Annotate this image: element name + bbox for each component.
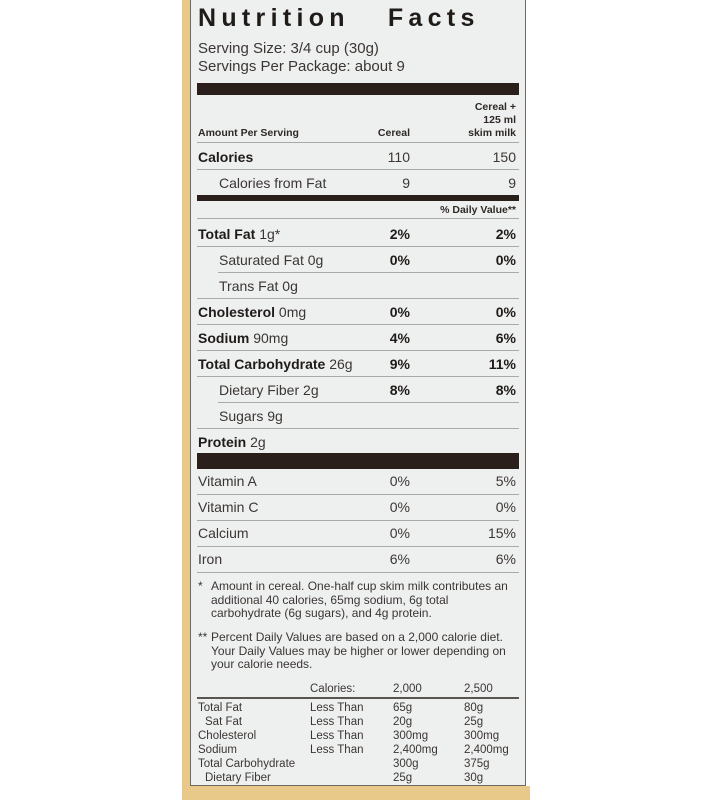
nutrient-amount: 26g bbox=[329, 356, 353, 372]
dv-table-value-2000: 300g bbox=[393, 758, 419, 770]
calories-with-milk: 150 bbox=[492, 149, 516, 165]
vitamin-name: Iron bbox=[198, 551, 223, 567]
divider bbox=[197, 169, 519, 170]
nutrient-dv-with-milk: 0% bbox=[495, 252, 516, 268]
dv-table-header-2000: 2,000 bbox=[393, 683, 422, 695]
dv-table-value-2500: 375g bbox=[464, 758, 490, 770]
dv-table-value-2000: 2,400mg bbox=[393, 744, 438, 756]
nutrient-dv-with-milk: 6% bbox=[495, 330, 516, 346]
nutrient-amount: 0g bbox=[307, 252, 324, 268]
nutrient-amount: 2g bbox=[250, 434, 266, 450]
dv-table-divider bbox=[197, 697, 519, 699]
column-header-cereal: Cereal bbox=[377, 127, 410, 139]
label-title bbox=[198, 4, 480, 33]
vitamin-dv-with-milk: 5% bbox=[495, 473, 516, 489]
vitamin-dv-cereal: 0% bbox=[389, 473, 410, 489]
footnote-text: Amount in cereal. One-half cup skim milk contributes an additional 40 calories, 65mg sodium, 6g total carbohydrate (6g sugars), and 4g protein. bbox=[211, 579, 508, 620]
dv-table-nutrient: Sodium bbox=[198, 744, 237, 756]
nutrient-amount: 9g bbox=[267, 408, 283, 424]
divider bbox=[197, 428, 519, 429]
divider bbox=[197, 376, 519, 377]
daily-value-header: % Daily Value** bbox=[440, 204, 516, 216]
vitamin-name: Vitamin A bbox=[198, 473, 257, 489]
amount-per-serving-header: Amount Per Serving bbox=[198, 127, 299, 139]
divider bbox=[197, 298, 519, 299]
nutrient-dv-cereal: 9% bbox=[389, 356, 410, 372]
vitamin-dv-with-milk: 15% bbox=[487, 525, 516, 541]
nutrient-dv-with-milk: 8% bbox=[495, 382, 516, 398]
calories-from-fat-with-milk: 9 bbox=[508, 175, 516, 191]
dv-table-value-2500: 80g bbox=[464, 702, 484, 714]
divider bbox=[218, 402, 519, 403]
vitamin-dv-cereal: 6% bbox=[389, 551, 410, 567]
vitamin-dv-cereal: 0% bbox=[389, 525, 410, 541]
dv-table-nutrient: Cholesterol bbox=[198, 730, 257, 742]
gold-border-left bbox=[182, 0, 190, 800]
divider bbox=[197, 350, 519, 351]
nutrient-dv-cereal: 8% bbox=[389, 382, 410, 398]
divider bbox=[197, 324, 519, 325]
divider bbox=[197, 572, 519, 573]
dv-table-header-2500: 2,500 bbox=[464, 683, 493, 695]
nutrient-dv-cereal: 0% bbox=[389, 304, 410, 320]
nutrient-amount: 0mg bbox=[278, 304, 307, 320]
calories-from-fat-label: Calories from Fat bbox=[219, 175, 327, 191]
dv-table-nutrient: Total Carbohydrate bbox=[198, 758, 296, 770]
vitamin-name: Vitamin C bbox=[198, 499, 259, 515]
dv-table-value-2500: 30g bbox=[464, 772, 484, 784]
nutrient-name: Total Carbohydrate bbox=[198, 356, 326, 372]
dv-table-value-2000: 25g bbox=[393, 772, 413, 784]
divider bbox=[197, 246, 519, 247]
column-header-cereal-milk-line1: Cereal + bbox=[474, 101, 516, 113]
nutrient-dv-with-milk: 2% bbox=[495, 226, 516, 242]
dv-table-value-2000: 300mg bbox=[393, 730, 429, 742]
nutrient-name: Protein bbox=[198, 434, 247, 450]
nutrient-dv-cereal: 2% bbox=[389, 226, 410, 242]
column-header-cereal-milk-line3: skim milk bbox=[468, 127, 516, 139]
nutrient-name: Dietary Fiber bbox=[219, 382, 300, 398]
vitamin-name: Calcium bbox=[198, 525, 249, 541]
footnote-text: Percent Daily Values are based on a 2,000 calorie diet. Your Daily Values may be higher or lower depending on your calorie needs. bbox=[211, 630, 506, 671]
title-word-facts: Facts bbox=[387, 4, 480, 32]
nutrient-amount: 0g bbox=[282, 278, 298, 294]
dv-table-qualifier: Less Than bbox=[310, 744, 364, 756]
nutrient-name: Saturated Fat bbox=[219, 252, 304, 268]
dv-table-value-2500: 25g bbox=[464, 716, 484, 728]
dv-table-calories-label: Calories: bbox=[310, 683, 356, 695]
thick-divider-top bbox=[197, 83, 519, 95]
calories-label: Calories bbox=[198, 149, 254, 165]
footnote-percent-daily-values bbox=[198, 631, 521, 672]
dv-table-qualifier: Less Than bbox=[310, 730, 364, 742]
dv-table-value-2500: 300mg bbox=[464, 730, 500, 742]
nutrient-dv-with-milk: 11% bbox=[488, 356, 516, 372]
dv-table-nutrient: Dietary Fiber bbox=[205, 772, 271, 784]
divider bbox=[218, 272, 519, 273]
nutrient-name: Cholesterol bbox=[198, 304, 276, 320]
medium-divider bbox=[197, 195, 519, 201]
divider bbox=[197, 520, 519, 521]
calories-cereal: 110 bbox=[387, 149, 410, 165]
title-word-nutrition: Nutrition bbox=[198, 4, 350, 32]
dv-table-qualifier: Less Than bbox=[310, 716, 364, 728]
nutrient-amount: 2g bbox=[303, 382, 319, 398]
divider bbox=[197, 218, 519, 219]
divider bbox=[197, 546, 519, 547]
nutrient-dv-with-milk: 0% bbox=[495, 304, 516, 320]
thick-divider-vitamins bbox=[197, 453, 519, 469]
vitamin-dv-with-milk: 6% bbox=[495, 551, 516, 567]
nutrient-name: Sugars bbox=[219, 408, 264, 424]
dv-table-value-2000: 65g bbox=[393, 702, 413, 714]
footnote-amount-in-cereal bbox=[198, 580, 521, 621]
footnote-mark: * bbox=[198, 579, 203, 593]
nutrient-name: Total Fat bbox=[198, 226, 256, 242]
footnote-mark: ** bbox=[198, 630, 208, 644]
nutrient-amount: 1g* bbox=[259, 226, 281, 242]
nutrient-name: Trans Fat bbox=[219, 278, 279, 294]
nutrient-name: Sodium bbox=[198, 330, 250, 346]
nutrient-dv-cereal: 0% bbox=[389, 252, 410, 268]
dv-table-qualifier: Less Than bbox=[310, 702, 364, 714]
calories-from-fat-cereal: 9 bbox=[402, 175, 410, 191]
vitamin-dv-with-milk: 0% bbox=[495, 499, 516, 515]
gold-border-bottom bbox=[182, 786, 530, 800]
serving-size: Serving Size: 3/4 cup (30g) bbox=[198, 40, 379, 57]
divider bbox=[197, 142, 519, 143]
nutrition-facts-panel bbox=[190, 0, 526, 786]
column-header-cereal-milk-line2: 125 ml bbox=[483, 114, 516, 126]
dv-table-value-2000: 20g bbox=[393, 716, 413, 728]
nutrient-amount: 90mg bbox=[253, 330, 289, 346]
nutrient-dv-cereal: 4% bbox=[389, 330, 410, 346]
vitamin-dv-cereal: 0% bbox=[389, 499, 410, 515]
dv-table-nutrient: Sat Fat bbox=[205, 716, 243, 728]
dv-table-value-2500: 2,400mg bbox=[464, 744, 509, 756]
dv-table-nutrient: Total Fat bbox=[198, 702, 243, 714]
servings-per-package: Servings Per Package: about 9 bbox=[198, 58, 405, 75]
divider bbox=[197, 494, 519, 495]
